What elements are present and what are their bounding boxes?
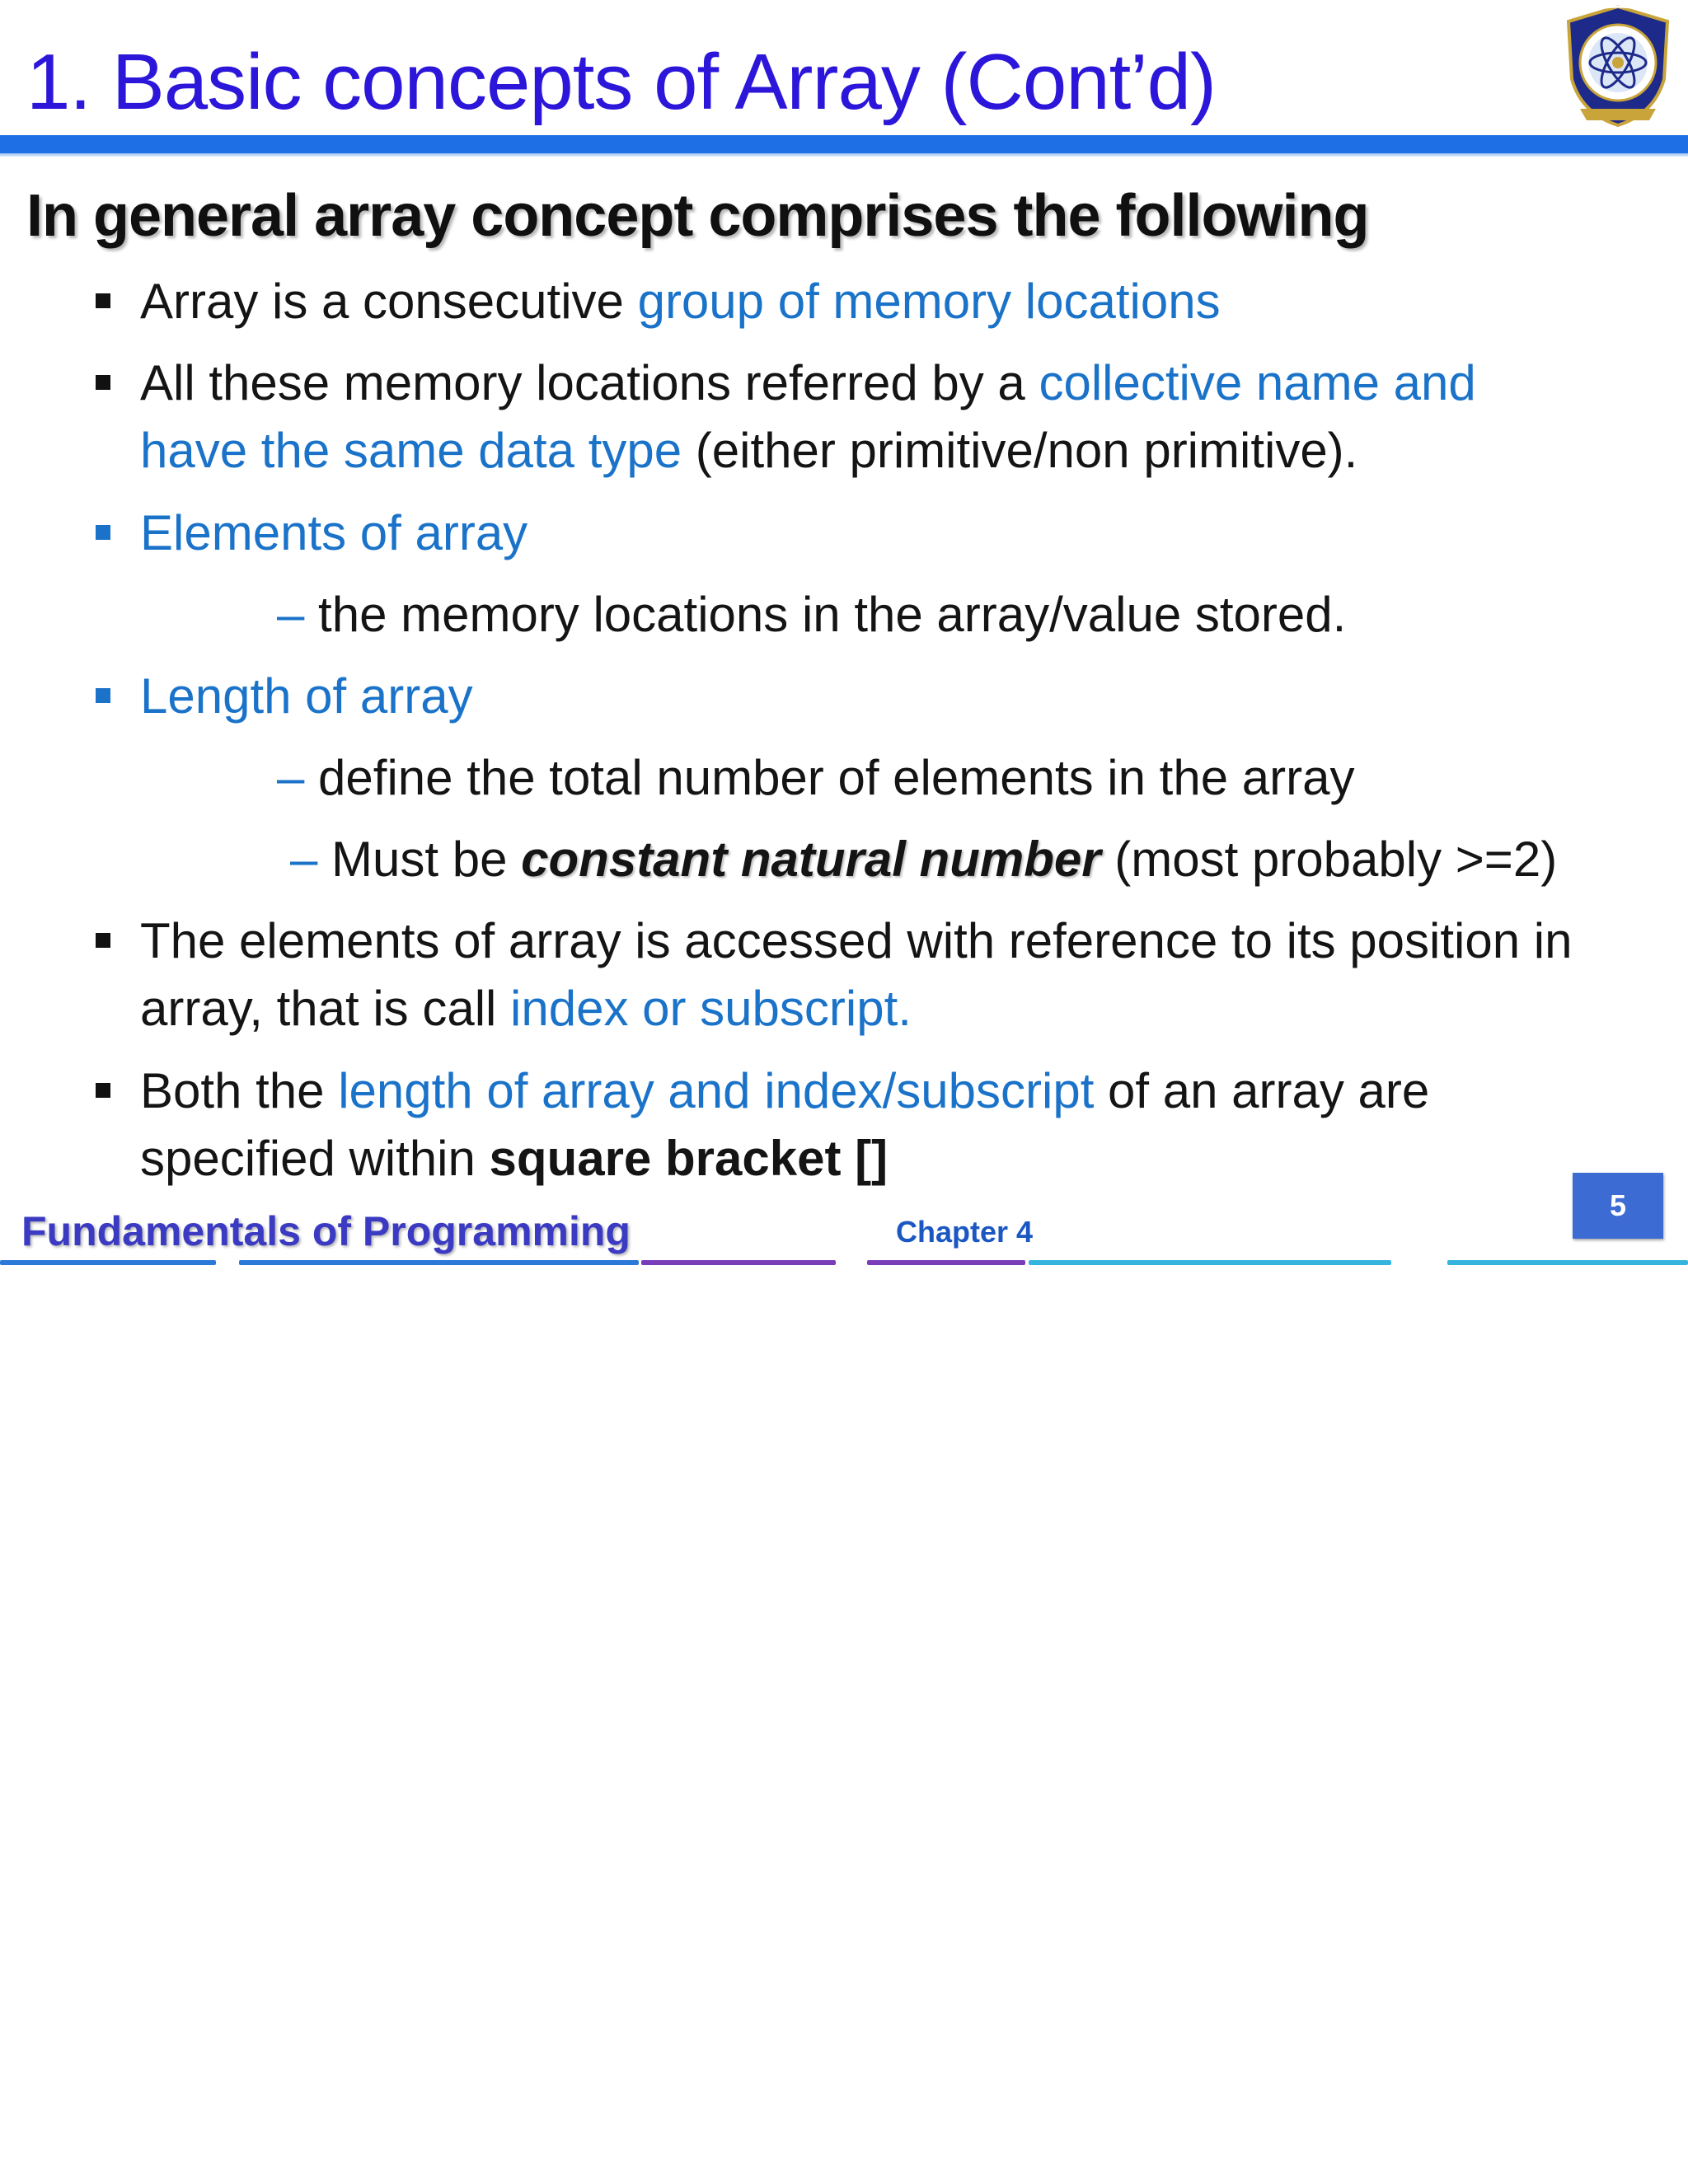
- bullet-5-line-2: [140, 975, 912, 1043]
- bullet-marker: [96, 525, 110, 540]
- dash-marker: –: [277, 750, 305, 805]
- bullet-marker: [96, 293, 110, 308]
- bullet-5-line-1: The elements of array is accessed with reference to its position in: [140, 913, 1573, 968]
- bullet-4-sub-1: [277, 744, 1354, 812]
- bullet-6-line-1: [140, 1057, 1429, 1125]
- header-rule: [0, 132, 1688, 157]
- bullet-2-line-1: [140, 349, 1476, 417]
- bullet-1: [140, 268, 1221, 335]
- footer-rule-segment: [1029, 1260, 1391, 1265]
- bullet-2-text-2: (either primitive/non primitive).: [682, 423, 1358, 478]
- bullet-marker: [96, 688, 110, 703]
- bullet-4-sub-2-emphasis: constant natural number: [521, 832, 1101, 887]
- bullet-3-sub-text: the memory locations in the array/value stored.: [304, 587, 1347, 642]
- footer-chapter: Chapter 4: [896, 1215, 1034, 1249]
- bullet-4-sub-1-text: define the total number of elements in the array: [304, 750, 1355, 805]
- bullet-1-highlight: group of memory locations: [637, 274, 1221, 329]
- bullet-5-text-2: array, that is call: [140, 981, 511, 1036]
- page-number: 5: [1573, 1173, 1663, 1239]
- bullet-6-text-3: specified within: [140, 1131, 490, 1186]
- footer-rule-segment: [239, 1260, 639, 1265]
- footer-rule-segment: [867, 1260, 1025, 1265]
- bullet-6-highlight: length of array and index/subscript: [338, 1063, 1095, 1118]
- bullet-6-strong: square bracket []: [489, 1131, 889, 1186]
- dash-marker: –: [277, 587, 305, 642]
- bullet-1-text: Array is a consecutive: [140, 274, 638, 329]
- footer-rule-segment: [1447, 1260, 1688, 1265]
- bullet-3-sub: [277, 581, 1346, 649]
- footer-rule-segment: [0, 1260, 216, 1265]
- bullet-2-text: All these memory locations referred by a: [140, 355, 1039, 410]
- slide-title: 1. Basic concepts of Array (Cont’d): [26, 38, 1216, 126]
- bullet-5-highlight: index or subscript.: [510, 981, 912, 1036]
- bullet-4-sub-2-pre: Must be: [317, 832, 522, 887]
- bullet-2-highlight: collective name and: [1039, 355, 1476, 410]
- bullet-2-line-2: [140, 417, 1357, 485]
- bullet-3: Elements of array: [140, 505, 528, 560]
- bullet-4-sub-2: [290, 826, 1557, 893]
- bullet-marker: [96, 933, 110, 948]
- footer-course-title: Fundamentals of Programming: [21, 1208, 631, 1254]
- bullet-6-line-2: [140, 1125, 888, 1193]
- footer-rule-segment: [641, 1260, 836, 1265]
- university-seal-icon: [1562, 3, 1674, 129]
- bullet-4: Length of array: [140, 668, 473, 724]
- bullet-2-highlight-2: have the same data type: [140, 423, 682, 478]
- bullet-marker: [96, 1083, 110, 1098]
- bullet-marker: [96, 375, 110, 390]
- bullet-6-text-2: of an array are: [1094, 1063, 1430, 1118]
- bullet-4-sub-2-post: (most probably >=2): [1100, 832, 1558, 887]
- section-heading: In general array concept comprises the following: [26, 183, 1369, 249]
- bullet-6-text: Both the: [140, 1063, 339, 1118]
- dash-marker: –: [290, 832, 318, 887]
